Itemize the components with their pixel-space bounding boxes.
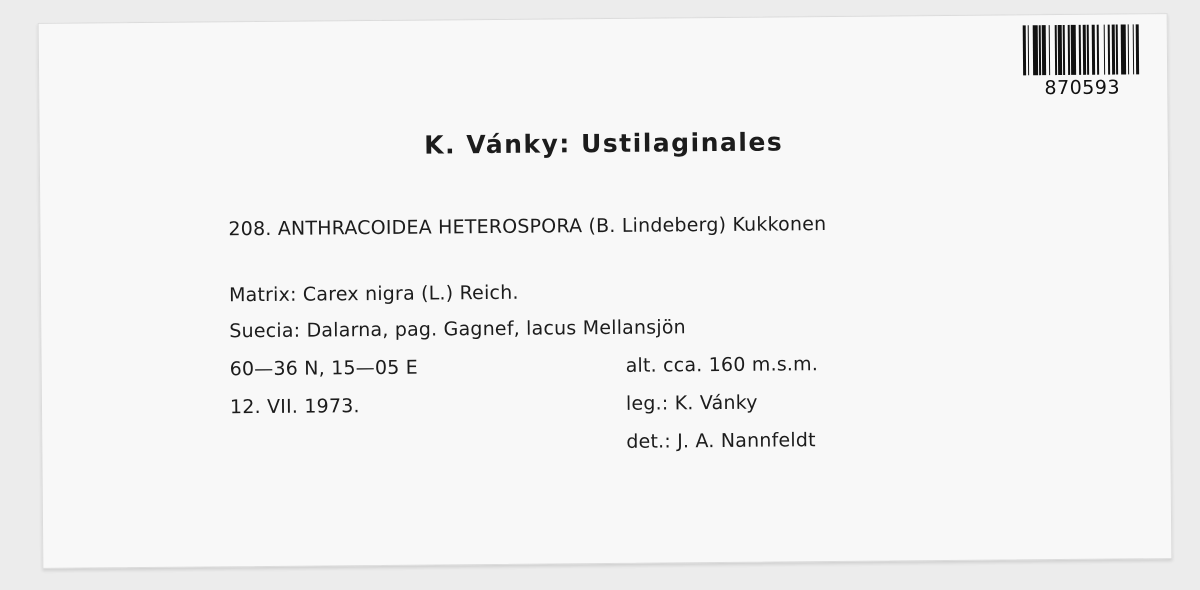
barcode-block <box>1021 24 1144 99</box>
legit-line: leg.: K. Vánky <box>625 391 758 415</box>
determinavit-line: det.: J. A. Nannfeldt <box>626 429 816 453</box>
coordinates-line: 60—36 N, 15—05 E <box>229 356 419 381</box>
barcode-number: 870593 <box>1044 76 1121 100</box>
barcode-image <box>1023 24 1141 75</box>
altitude-line: alt. cca. 160 m.s.m. <box>625 353 819 377</box>
herbarium-label <box>38 13 1173 569</box>
label-title: K. Vánky: Ustilaginales <box>424 127 784 160</box>
matrix-line: Matrix: Carex nigra (L.) Reich. <box>228 281 519 307</box>
locality-line: Suecia: Dalarna, pag. Gagnef, lacus Mellansjön <box>229 316 686 343</box>
species-name: 208. ANTHRACOIDEA HETEROSPORA (B. Lindeberg) Kukkonen <box>228 213 827 241</box>
date-line: 12. VII. 1973. <box>229 395 360 419</box>
